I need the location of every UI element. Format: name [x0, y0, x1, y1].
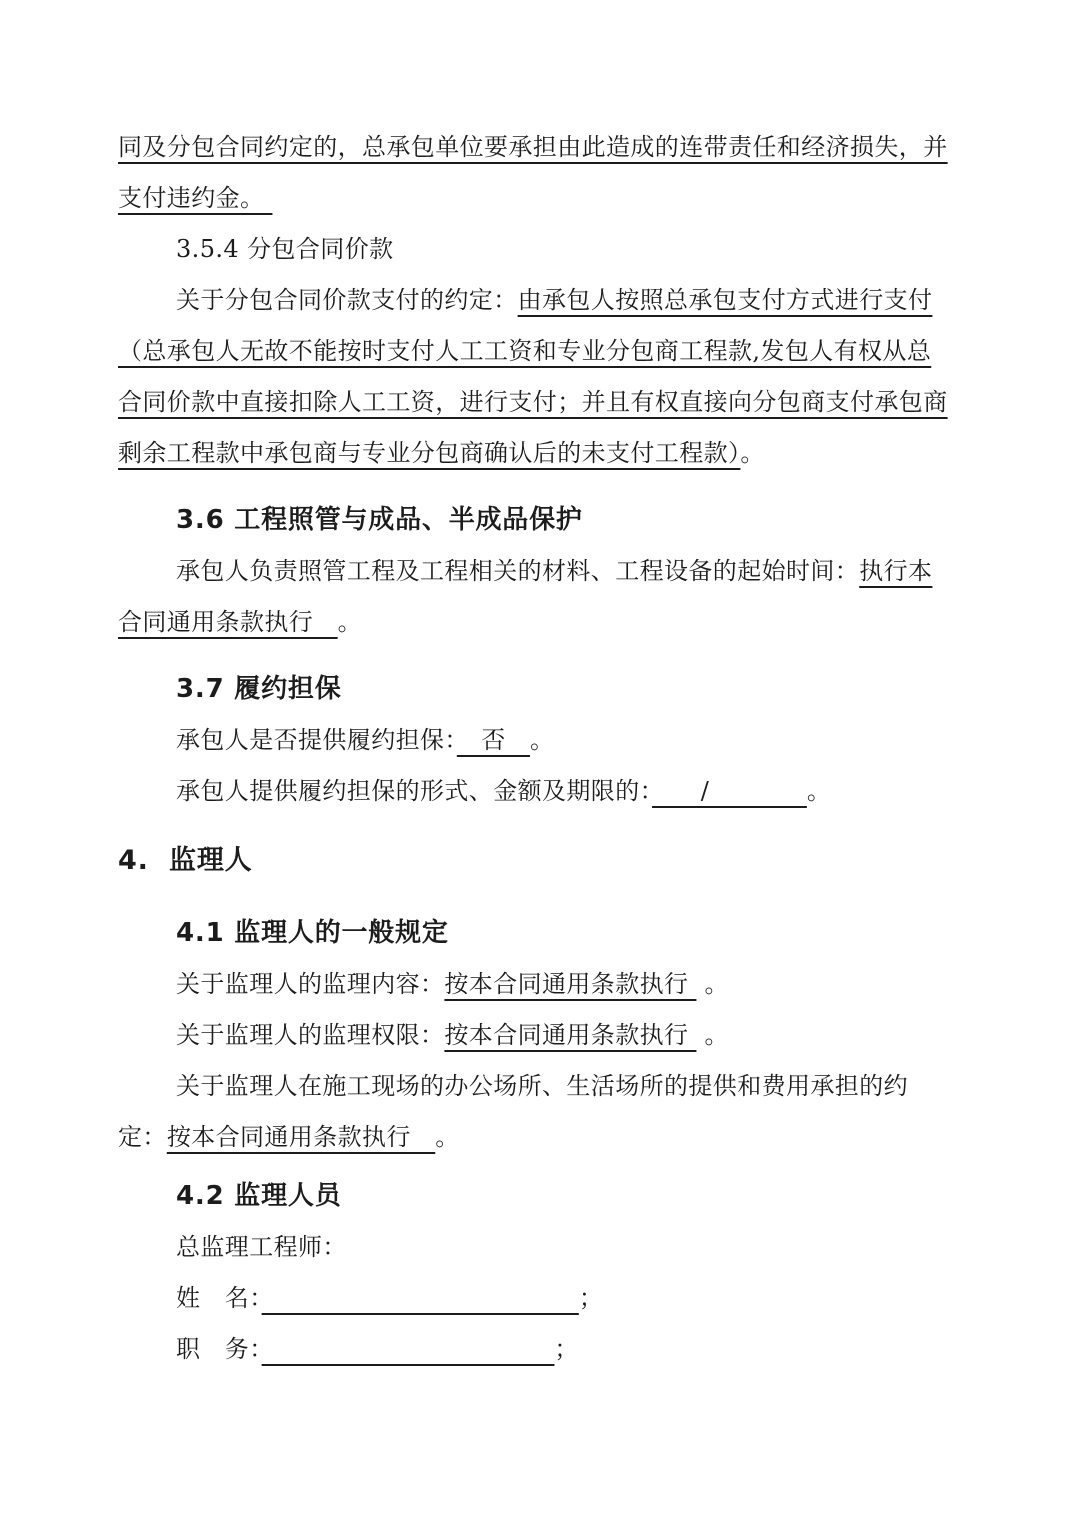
text-run: 承包人负责照管工程及工程相关的材料、工程设备的起始时间： [176, 557, 860, 585]
clause-3-5-4-line-2 [118, 326, 970, 377]
text-run: 3.5.4 分包合同价款 [176, 235, 394, 263]
text-run: 。 [806, 777, 832, 805]
clause-3-5-3-runover-line-1 [118, 122, 970, 173]
text-run: 承包人是否提供履约担保： [176, 726, 457, 754]
clause-3-7-line-1 [118, 715, 970, 766]
text-run: 关于分包合同价款支付的约定： [176, 286, 518, 314]
text-run: 关于监理人的监理内容： [176, 970, 445, 998]
clause-4-2-line-1 [118, 1222, 970, 1273]
text-run: 总监理工程师： [176, 1233, 347, 1261]
heading-3-6 [118, 495, 970, 546]
underlined-text-run: 由承包人按照总承包支付方式进行支付 [517, 286, 933, 314]
underlined-text-run: 合同通用条款执行 [118, 608, 338, 636]
performance-bond-form-blank: / [652, 777, 807, 805]
clause-3-6-line-1 [118, 546, 970, 597]
clause-3-6-line-2 [118, 597, 970, 648]
clause-3-5-3-runover-line-2 [118, 173, 970, 224]
clause-4-2-name-line [118, 1273, 970, 1324]
clause-3-7-line-2 [118, 766, 970, 817]
heading-3-5-4 [118, 224, 970, 275]
chief-supervisor-duty-blank [262, 1335, 555, 1363]
text-run: 。 [435, 1123, 460, 1151]
text-run: 关于监理人在施工现场的办公场所、生活场所的提供和费用承担的约 [176, 1072, 908, 1100]
text-run: 。 [696, 1021, 729, 1049]
clause-3-5-4-line-3 [118, 377, 970, 428]
heading-3-7 [118, 664, 970, 715]
underlined-text-run: （总承包人无故不能按时支付人工工资和专业分包商工程款,发包人有权从总 [118, 337, 932, 365]
text-run: 关于监理人的监理权限： [176, 1021, 445, 1049]
text-run: 4.1 监理人的一般规定 [176, 918, 449, 948]
performance-bond-answer: 否 [456, 726, 531, 754]
heading-4 [118, 835, 970, 886]
text-run: 4. 监理人 [118, 845, 253, 876]
text-run: 3.7 履约担保 [176, 674, 342, 704]
underlined-text-run: 按本合同通用条款执行 [444, 1021, 697, 1049]
underlined-text-run: 剩余工程款中承包商与专业分包商确认后的未支付工程款） [118, 439, 741, 467]
clause-4-1-line-4 [118, 1112, 970, 1163]
clause-3-5-4-line-4 [118, 428, 970, 479]
text-run: 职 务： [176, 1335, 262, 1363]
text-run: 。 [530, 726, 555, 754]
text-run: ； [554, 1335, 579, 1363]
chief-supervisor-name-blank [262, 1284, 579, 1312]
clause-4-1-line-1 [118, 959, 970, 1010]
text-run: 承包人提供履约担保的形式、金额及期限的： [176, 777, 652, 805]
underlined-text-run: 支付违约金。 [118, 184, 273, 212]
text-run: 。 [740, 439, 765, 467]
heading-4-2 [118, 1171, 970, 1222]
underlined-text-run: 合同价款中直接扣除人工工资，进行支付；并且有权直接向分包商支付承包商 [118, 388, 948, 416]
underlined-text-run: 按本合同通用条款执行 [166, 1123, 436, 1151]
text-run: 。 [696, 970, 729, 998]
heading-4-1 [118, 908, 970, 959]
text-run: ； [578, 1284, 604, 1312]
underlined-text-run: 按本合同通用条款执行 [444, 970, 697, 998]
clause-4-1-line-3 [118, 1061, 970, 1112]
text-run: 姓 名： [176, 1284, 262, 1312]
underlined-text-run: 同及分包合同约定的，总承包单位要承担由此造成的连带责任和经济损失，并 [118, 133, 948, 161]
text-run: 。 [337, 608, 363, 636]
underlined-text-run: 执行本 [859, 557, 933, 585]
text-run: 4.2 监理人员 [176, 1181, 342, 1211]
text-run: 定： [118, 1123, 167, 1151]
clause-4-2-duty-line [118, 1324, 970, 1375]
clause-3-5-4-line-1 [118, 275, 970, 326]
text-run: 3.6 工程照管与成品、半成品保护 [176, 505, 583, 535]
clause-4-1-line-2 [118, 1010, 970, 1061]
